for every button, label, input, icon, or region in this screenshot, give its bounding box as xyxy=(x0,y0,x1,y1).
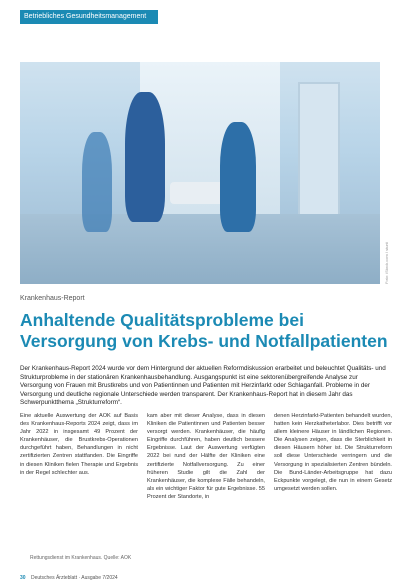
article-kicker: Krankenhaus-Report xyxy=(20,295,85,302)
article-lead: Der Krankenhaus-Report 2024 wurde vor dem Hintergrund der aktuellen Reformdiskussion erarbeitet und beleuchtet Qualitäts- und Strukturprobleme in der stationären Krankenhausbehandlung. Ausgangspunkt ist eine sektorenübergreifende Analyse zur Versorgung von Frauen mit Brustkrebs und von Patientinnen und Patienten mit Herzinfarkt oder Schlaganfall. Probleme in der Versorgung und deutliche regionale Unterschiede werden transparent. Der Krankenhaus-Report hat in diesem Jahr das Schwerpunktthema „Strukturreform“. xyxy=(20,365,386,407)
publication-name: Deutsches Ärzteblatt · Ausgabe 7/2024 xyxy=(30,575,118,581)
photo-credit: Foto: iStock.com / sturti xyxy=(384,242,389,284)
page-number: 30 xyxy=(20,575,26,581)
floor-shape xyxy=(20,214,380,284)
paramedic-figure xyxy=(125,92,165,222)
article-column-2: kam aber mit dieser Analyse, dass in diesen Kliniken die Patientinnen und Patienten besser versorgt werden. Krankenhäuser, die häufig Eingriffe durchführen, haben deutlich bessere Ergebnisse. Laut der Auswertung verfügten 2022 bei rund der Hälfte der Kliniken eine zertifizierte Notfallversorgung. Zu einer früheren Studie gilt die Zahl der Krankenhäuser, die komplexe Fälle behandeln, als ein wichtiger Faktor für gute Ergebnisse. 55 Prozent der Standorte, in xyxy=(147,413,265,500)
doctor-figure xyxy=(220,122,256,232)
photo-caption: Rettungsdienst im Krankenhaus. Quelle: AOK xyxy=(30,555,132,561)
article-column-3: denen Herzinfarkt-Patienten behandelt wurden, hatten kein Herzkatheterlabor. Dies betrifft vor allem kleinere Häuser in ländlichen Regionen. Die Analysen zeigen, dass die Sterblichkeit in diesen Häusern höher ist. Die Strukturreform soll diese Unterschiede verringern und die Versorgung in spezialisierten Zentren bündeln. Die Bund-Länder-Arbeitsgruppe hat dazu Eckpunkte vorgelegt, die nun in einem Gesetz umgesetzt werden sollen. xyxy=(274,413,392,492)
article-column-1: Eine aktuelle Auswertung der AOK auf Basis des Krankenhaus-Reports 2024 zeigt, dass im Jahr 2022 in insgesamt 49 Prozent der Krankenhäuser, die Brustkrebs-Operationen durchgeführt haben, Behandlungen in nicht zertifizierten Zentren stattfanden. Die Eingriffe in diesen Kliniken fielen Therapie und Ergebnis in der Regel schlechter aus. xyxy=(20,413,138,476)
section-tag: Betriebliches Gesundheitsmanagement xyxy=(20,10,158,24)
nurse-figure xyxy=(82,132,112,232)
hero-photo xyxy=(20,62,380,284)
article-headline: Anhaltende Qualitätsprobleme bei Versorgung von Krebs- und Notfallpatienten xyxy=(20,310,388,351)
page-footer xyxy=(20,575,118,581)
